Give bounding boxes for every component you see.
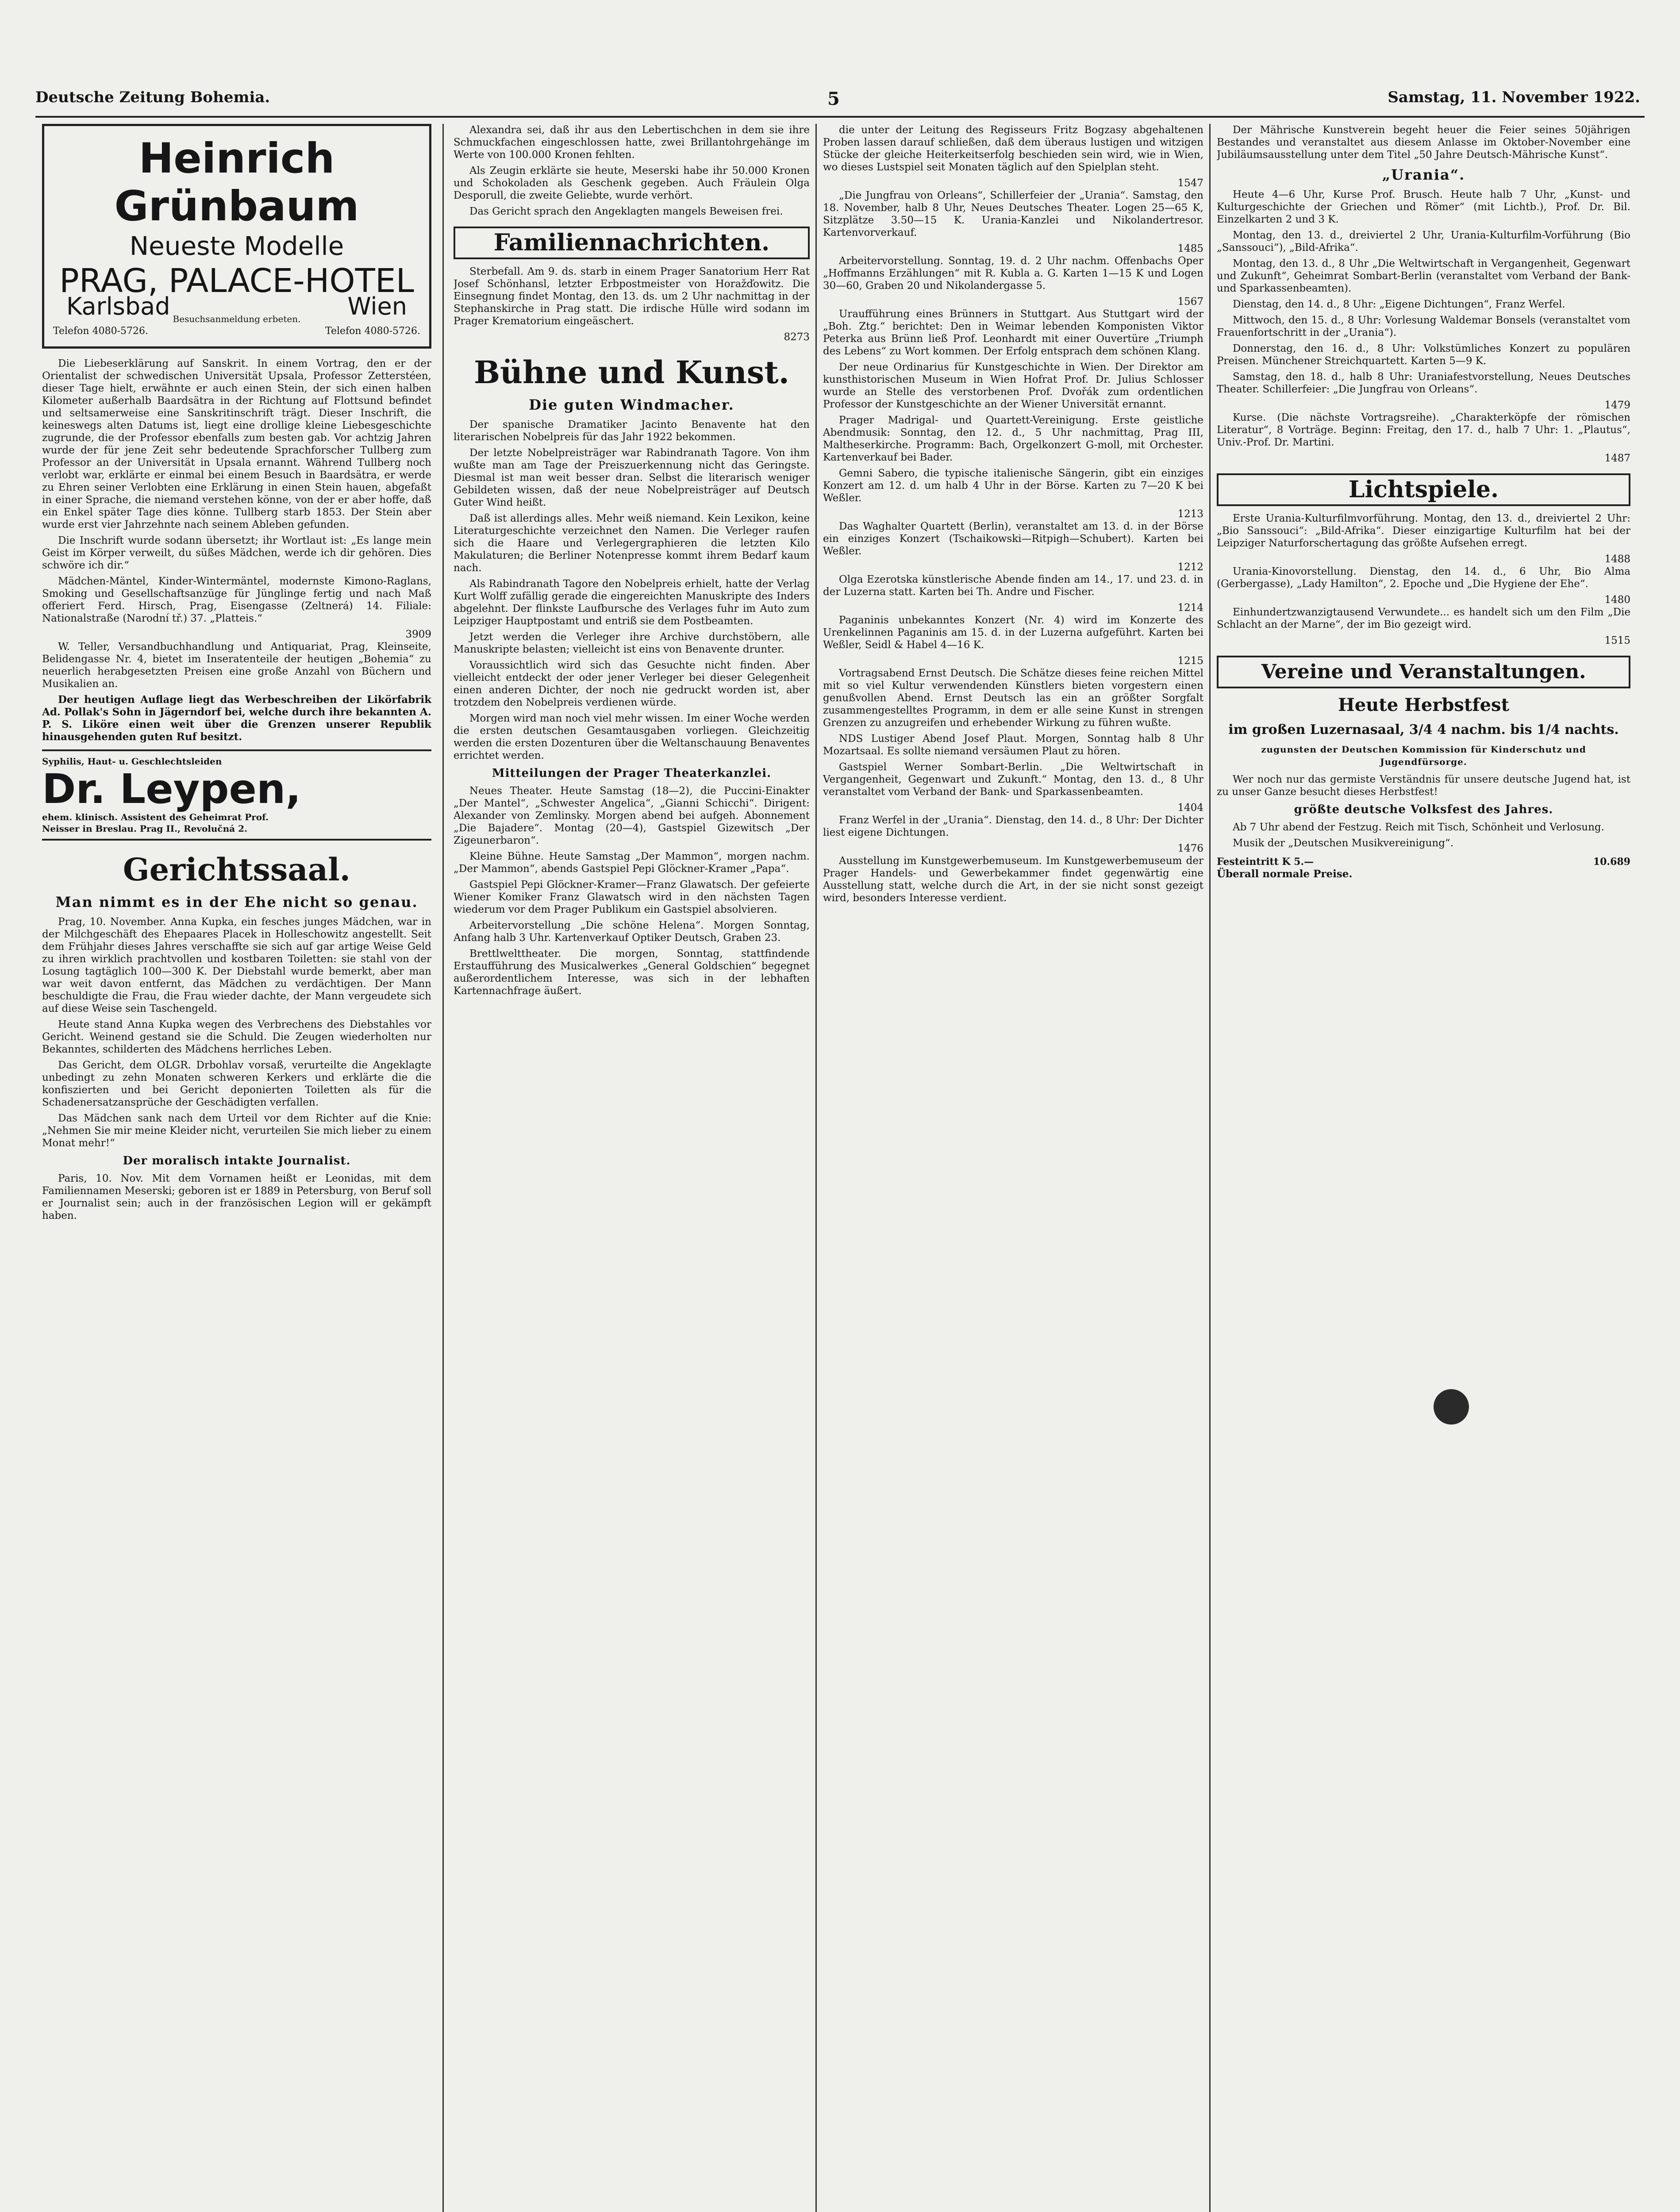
notice-number: 10.689	[1593, 856, 1630, 868]
advert-subtitle: Neueste Modelle	[129, 231, 344, 261]
article-text: „Die Jungfrau von Orleans“, Schillerfeier der „Urania“. Samstag, den 18. November, halb 8 Uhr, Neues Deutsches Theater. Logen 25—65 K, Sitzplätze 3.50—15 K. Urania-Kanzlei und Nikolandertresor. Kartenvorverkauf.	[823, 190, 1203, 238]
masthead	[22, 88, 1653, 115]
article-text: Das Mädchen sank nach dem Urteil vor dem Richter auf die Knie: „Nehmen Sie mir meine Kleider nicht, verurteilen Sie mich lieber zu einem Monat mehr!“	[42, 1113, 431, 1149]
article-text: Vortragsabend Ernst Deutsch. Die Schätze dieses feine reichen Mittel mit so viel Kultur verwendenden Künstlers bieten vorgestern einen genußvollen Abend. Ernst Deutsch las ein an größter Sorgfalt zusammengestelltes Programm, in dem er alle seine Kunst in strengen Grenzen zu anzugreifen und erhebender Wirkung zu führen wußte.	[823, 668, 1203, 729]
column-2	[454, 124, 810, 2212]
notice-number: 1547	[1177, 177, 1203, 189]
notice-number: 1480	[1604, 594, 1630, 606]
advert-hotel: PRAG, PALACE-HOTEL	[59, 262, 414, 300]
advert-city: Wien	[347, 292, 407, 320]
article-text: Neues Theater. Heute Samstag (18—2), die Puccini-Einakter „Der Mantel“, „Schwester Angelica“, „Gianni Schicchi“. Dirigent: Alexander von Zemlinsky. Morgen abend bei aufgeh. Abonnement „Die Bajadere“. Montag (20—4), Gastspiel Gizewitsch „Der Zigeunerbaron“.	[454, 785, 810, 846]
advert-note: Besuchsanmeldung erbeten.	[173, 314, 301, 324]
event-headline: Heute Herbstfest	[1338, 695, 1510, 715]
article-text: Der spanische Dramatiker Jacinto Benavente hat den literarischen Nobelpreis für das Jahr 1922 bekommen.	[454, 419, 810, 443]
article-text: Daß ist allerdings alles. Mehr weiß niemand. Kein Lexikon, keine Literaturgeschichte verzeichnet den Namen. Die Verleger raufen sich die Haare und Verlegergraphieren die letzten Kilo Makulaturen; die Berliner Notenpresse kommt ihrem Bedarf kaum nach.	[454, 513, 810, 574]
page-number: 5	[827, 88, 840, 109]
notice-number: 1485	[1177, 243, 1203, 254]
column-1	[42, 124, 431, 2212]
article-text: Der Mährische Kunstverein begeht heuer die Feier seines 50jährigen Bestandes und veranstaltet aus diesem Anlasse im Oktober-November eine Jubiläumsausstellung unter dem Titel „50 Jahre Deutsch-Mährische Kunst“.	[1217, 124, 1630, 161]
article-text: Einhundertzwanzigtausend Verwundete... es handelt sich um den Film „Die Schlacht an der Marne“, der im Bio gezeigt wird.	[1217, 607, 1630, 630]
article-text: Der neue Ordinarius für Kunstgeschichte in Wien. Der Direktor am kunsthistorischen Museum in Wien Hofrat Prof. Dr. Julius Schlosser wurde an Stelle des verstorbenen Prof. Dvořák zum ordentlichen Professor der Kunstgeschichte an der Wiener Universität ernannt.	[823, 361, 1203, 410]
article-text: Als Zeugin erklärte sie heute, Meserski habe ihr 50.000 Kronen und Schokoladen als Geschenk gegeben. Auch Fräulein Olga Desporull, die zweite Geliebte, wurde verhört.	[454, 165, 810, 201]
article-text: Brettlwelttheater. Die morgen, Sonntag, stattfindende Erstaufführung des Musicalwerkes „General Goldschien“ begegnet außerordentlichem Interesse, was sich in der lebhaften Kartennachfrage äußert.	[454, 948, 810, 997]
column-3	[823, 124, 1203, 2212]
admission-price: Festeintritt K 5.—	[1217, 856, 1314, 868]
notice-number: 1476	[1177, 843, 1203, 854]
event-note: zugunsten der Deutschen Kommission für Kinderschutz und Jugendfürsorge.	[1261, 744, 1586, 767]
article-text: Franz Werfel in der „Urania“. Dienstag, den 14. d., 8 Uhr: Der Dichter liest eigene Dichtungen.	[823, 814, 1203, 838]
article-heading: Mitteilungen der Prager Theaterkanzlei.	[492, 767, 772, 780]
price-note: Überall normale Preise.	[1217, 868, 1353, 880]
issue-date: Samstag, 11. November 1922.	[1388, 88, 1640, 106]
notice-number: 3909	[405, 629, 431, 640]
notice-number: 1488	[1604, 553, 1630, 565]
article-text: Das Waghalter Quartett (Berlin), veranstaltet am 13. d. in der Börse ein einziges Konzert (Tschaikowski—Ritpigh—Schubert). Karten bei Weßler.	[823, 521, 1203, 557]
advert-name: Dr. Leypen,	[42, 765, 301, 813]
notice-number: 1479	[1604, 399, 1630, 411]
article-text: die unter der Leitung des Regisseurs Fritz Bogzasy abgehaltenen Proben lassen darauf schließen, daß dem überaus lustigen und witzigen Stücke der gleiche Heiterkeitserfolg beschieden sein wird, wie in Wien, wo dieses Lustspiel seit Monaten täglich auf den Spielplan steht.	[823, 124, 1203, 173]
article-text: Alexandra sei, daß ihr aus den Lebertischchen in dem sie ihre Schmuckfachen eingeschlossen hatte, zwei Brillantohrgehänge im Werte von 100.000 Kronen fehlten.	[454, 124, 810, 161]
event-subheadline: im großen Luzernasaal, 3/4 4 nachm. bis 1/4 nachts.	[1228, 722, 1619, 737]
article-text: Morgen wird man noch viel mehr wissen. Im einer Woche werden die ersten deutschen Gesamtausgaben vorliegen. Gleichzeitig werden die ersten Dozenturen über die Weltanschauung Benaventes errichtet werden.	[454, 713, 810, 761]
notice-number: 1487	[1604, 453, 1630, 464]
section-heading: Lichtspiele.	[1217, 473, 1630, 506]
article-text: Paganinis unbekanntes Konzert (Nr. 4) wird im Konzerte des Urenkelinnen Paganinis am 15. d. in der Luzerna aufgeführt. Karten bei Weßler, Seidl & Habel 4—16 K.	[823, 614, 1203, 651]
article-text: NDS Lustiger Abend Josef Plaut. Morgen, Sonntag halb 8 Uhr Mozartsaal. Es sollte niemand versäumen Plaut zu hören.	[823, 733, 1203, 757]
article-text: Dienstag, den 14. d., 8 Uhr: „Eigene Dichtungen“, Franz Werfel.	[1233, 299, 1565, 310]
section-heading: Gerichtssaal.	[123, 851, 351, 888]
article-text: Heute stand Anna Kupka wegen des Verbrechens des Diebstahles vor Gericht. Weinend gestand sie die Schuld. Die Zeugen wiederholten nur Bekanntes, schilderten des Mädchens herrliches Leben.	[42, 1019, 431, 1055]
article-text: Olga Ezerotska künstlerische Abende finden am 14., 17. und 23. d. in der Luzerna statt. Karten bei Th. Andre und Fischer.	[823, 574, 1203, 598]
column-4	[1217, 124, 1630, 2212]
article-text: Gastspiel Werner Sombart-Berlin. „Die Weltwirtschaft in Vergangenheit, Gegenwart und Zukunft.“ Montag, den 13. d., 8 Uhr veranstaltet vom Verband der Bank- und Sparkassenbeamten.	[823, 761, 1203, 798]
article-text: Arbeitervorstellung „Die schöne Helena“. Morgen Sonntag, Anfang halb 3 Uhr. Kartenverkauf Optiker Deutsch, Graben 23.	[454, 920, 810, 944]
advert-phone: Telefon 4080-5726.	[325, 326, 420, 337]
notice-number: 1515	[1604, 635, 1630, 646]
article-text: Erste Urania-Kulturfilmvorführung. Montag, den 13. d., dreiviertel 2 Uhr: „Bio Sanssouci“: „Bild-Afrika“. Dieser einzigartige Kulturfilm hat bei der Leipziger Naturforschertagung das größte Aufsehen erregt.	[1217, 513, 1630, 549]
article-heading: Der moralisch intakte Journalist.	[123, 1154, 351, 1167]
notice-number: 1215	[1177, 655, 1203, 667]
advert-city: Karlsbad	[66, 292, 170, 320]
article-text: Wer noch nur das germiste Verständnis für unsere deutsche Jugend hat, ist zu unser Ganze besucht dieses Herbstfest!	[1217, 774, 1630, 798]
article-text: Montag, den 13. d., 8 Uhr „Die Weltwirtschaft in Vergangenheit, Gegenwart und Zukunft“, Geheimrat Sombart-Berlin (veranstaltet vom Verband der Bank- und Sparkassenbeamten).	[1217, 258, 1630, 294]
paper-name: Deutsche Zeitung Bohemia.	[35, 88, 270, 106]
column-rule	[1209, 124, 1211, 2212]
article-text: Arbeitervorstellung. Sonntag, 19. d. 2 Uhr nachm. Offenbachs Oper „Hoffmanns Erzählungen“ mit R. Kubla a. G. Karten 1—15 K und Logen 30—60, Graben 20 und Nikolandergasse 5.	[823, 255, 1203, 292]
notice-number: 1214	[1177, 602, 1203, 614]
article-text: Kurse. (Die nächste Vortragsreihe). „Charakterköpfe der römischen Literatur“, 8 Vorträge. Beginn: Freitag, den 17. d., halb 7 Uhr: 1. „Plautus“, Univ.-Prof. Dr. Martini.	[1217, 412, 1630, 448]
ink-blot	[1434, 1389, 1469, 1425]
article-text: Mittwoch, den 15. d., 8 Uhr: Vorlesung Waldemar Bonsels (veranstaltet vom Frauenfortschritt in der „Urania“).	[1217, 315, 1630, 338]
article-text: Das Gericht, dem OLGR. Drbohlav vorsaß, verurteilte die Angeklagte unbedingt zu zehn Monaten schweren Kerkers und erklärte die die konfiszierten und bei Gericht deponierten Toiletten als für die Schadenersatzansprüche der Geschädigten verfallen.	[42, 1060, 431, 1108]
article-text: Heute 4—6 Uhr, Kurse Prof. Brusch. Heute halb 7 Uhr, „Kunst- und Kulturgeschichte der Griechen und Römer“ (mit Lichtb.), Prof. Dr. Bil. Einzelkarten 2 und 3 K.	[1217, 189, 1630, 225]
article-text: Samstag, den 18. d., halb 8 Uhr: Uraniafestvorstellung, Neues Deutsches Theater. Schillerfeier: „Die Jungfrau von Orleans“.	[1217, 371, 1630, 395]
article-text: Urania-Kinovorstellung. Dienstag, den 14. d., 6 Uhr, Bio Alma (Gerbergasse), „Lady Hamilton“, 2. Epoche und „Die Hygiene der Ehe“.	[1217, 566, 1630, 590]
article-heading: Die guten Windmacher.	[529, 396, 734, 413]
advert-topline: Syphilis, Haut- u. Geschlechtsleiden	[42, 756, 222, 767]
advert-phones	[53, 325, 420, 338]
notice-number: 1567	[1177, 296, 1203, 307]
article-text: Sterbefall. Am 9. ds. starb in einem Prager Sanatorium Herr Rat Josef Schönhansl, letzter Erbpostmeister von Horažďowitz. Die Einsegnung findet Montag, den 13. ds. um 2 Uhr nachmittag in der Stephanskirche in Prag statt. Die irdische Hülle wird sodann im Prager Krematorium eingeäschert.	[454, 266, 810, 327]
section-heading: Familiennachrichten.	[454, 227, 810, 259]
notice-number: 1404	[1177, 802, 1203, 814]
event-footer	[1217, 856, 1630, 868]
article-heading: Man nimmt es in der Ehe nicht so genau.	[55, 894, 418, 910]
article-text: Die Liebeserklärung auf Sanskrit. In einem Vortrag, den er der Orientalist der schwedischen Universität Upsala, Professor Zetterstéen, dieser Tage hielt, erwähnte er auch einen Stein, der sich einen halben Kilometer außerhalb Baardsätra in der Richtung auf Flottsund befindet und seltsamerweise eine Sanskritinschrift trägt. Dieser Inschrift, die keineswegs alten Datums ist, liegt eine drollige kleine Liebesgeschichte zugrunde, die der Professor ebenfalls zum besten gab. Vor achtzig Jahren wurde der für jene Zeit sehr bedeutende Sprachforscher Tullberg zum Professor an der Universität in Upsala ernannt. Während Tullberg noch verlobt war, erklärte er einmal bei einem Besuch in Baardsätra, er werde zu Ehren seiner Verlobten eine Erklärung in einen Stein hauen, abgefaßt in einer Sprache, die niemand verstehen könne, von der er aber hoffe, daß ein Enkel später Tage dies könne. Tullberg starb 1853. Der Stein aber wurde erst vier Jahrzehnte nach seinem Ableben gefunden.	[42, 358, 431, 530]
advert-phone: Telefon 4080-5726.	[53, 326, 148, 337]
article-text: Prager Madrigal- und Quartett-Vereinigung. Erste geistliche Abendmusik: Sonntag, den 12. d., 5 Uhr nachmittag, Prag III, Maltheserkirche. Programm: Bach, Orgelkonzert G-moll, mit Orchester. Kartenverkauf bei Bader.	[823, 415, 1203, 463]
article-text: Ab 7 Uhr abend der Festzug. Reich mit Tisch, Schönheit und Verlosung.	[1233, 822, 1604, 833]
article-text: Gemni Sabero, die typische italienische Sängerin, gibt ein einziges Konzert am 12. d. um halb 4 Uhr in der Börse. Karten zu 7—20 K bei Weßler.	[823, 468, 1203, 504]
advert-leypen	[42, 749, 431, 841]
article-text: Die Inschrift wurde sodann übersetzt; ihr Wortlaut ist: „Es lange mein Geist im Körper verweilt, du süßes Mädchen, werde ich dir gehören. Dies schwöre ich dir.“	[42, 535, 431, 571]
article-text: Der heutigen Auflage liegt das Werbeschreiben der Likörfabrik Ad. Pollak's Sohn in Jägerndorf bei, welche durch ihre bekannten A. P. S. Liköre einen weit über die Grenzen unserer Republik hinausgehenden guten Ruf besitzt.	[42, 694, 431, 743]
article-text: Gastspiel Pepi Glöckner-Kramer—Franz Glawatsch. Der gefeierte Wiener Komiker Franz Glawatsch wird in den nächsten Tagen wiederum vor dem Prager Publikum ein Gastspiel absolvieren.	[454, 879, 810, 915]
article-text: Der letzte Nobelpreisträger war Rabindranath Tagore. Von ihm wußte man am Tage der Preiszuerkennung nicht das Geringste. Diesmal ist man weit besser dran. Selbst die literarisch weniger Gebildeten wissen, daß der neue Nobelpreisträger auf Deutsch Guter Wind heißt.	[454, 447, 810, 508]
column-rule	[442, 124, 444, 2212]
section-heading: Bühne und Kunst.	[473, 354, 790, 391]
notice-number: 1213	[1177, 508, 1203, 520]
article-text: Jetzt werden die Verleger ihre Archive durchstöbern, alle Manuskripte belasten; vielleicht ist eins von Benavente drunter.	[454, 631, 810, 655]
advert-name: Heinrich Grünbaum	[114, 134, 359, 230]
article-text: Ausstellung im Kunstgewerbemuseum. Im Kunstgewerbemuseum der Prager Handels- und Gewerbekammer findet gegenwärtig eine Ausstellung statt, welche durch die Art, in der sie nicht sonst gezeigt wird, besonders Interesse verdient.	[823, 855, 1203, 904]
article-text: W. Teller, Versandbuchhandlung und Antiquariat, Prag, Kleinseite, Belidengasse Nr. 4, bietet im Inseratenteile der heutigen „Bohemia“ zu neuerlich herabgesetzten Preisen eine große Anzahl von Büchern und Musikalien an.	[42, 641, 431, 690]
article-text: Kleine Bühne. Heute Samstag „Der Mammon“, morgen nachm. „Der Mammon“, abends Gastspiel Pepi Glöckner-Kramer „Papa“.	[454, 851, 810, 875]
article-text: Mädchen-Mäntel, Kinder-Wintermäntel, modernste Kimono-Raglans, Smoking und Gesellschaftsanzüge für Jünglinge fertig und nach Maß offeriert Ferd. Hirsch, Prag, Eisengasse (Zeltnerá) 14. Filiale: Nationalstraße (Narodní tř.) 37. „Platteis.“	[42, 576, 431, 624]
notice-number: 8273	[784, 331, 810, 343]
masthead-rule	[35, 116, 1645, 118]
article-text: Uraufführung eines Brünners in Stuttgart. Aus Stuttgart wird der „Boh. Ztg.“ berichtet: Den in Weimar lebenden Komponisten Viktor Peterka aus Brünn ließ Prof. Leonhardt mit einer Ouvertüre „Triumph des Lebens“ zu Wort kommen. Der Erfolg entsprach dem schönen Klang.	[823, 308, 1203, 357]
article-text: Das Gericht sprach den Angeklagten mangels Beweisen frei.	[469, 206, 783, 217]
advert-line: ehem. klinisch. Assistent des Geheimrat Prof.	[42, 812, 269, 822]
section-heading: Vereine und Veranstaltungen.	[1217, 656, 1630, 688]
notice-number: 1212	[1177, 561, 1203, 573]
article-text: Voraussichtlich wird sich das Gesuchte nicht finden. Aber vielleicht entdeckt der oder jener Verleger bei dieser Gelegenheit einen anderen Dichter, der noch nie gedruckt worden ist, aber trotzdem den Nobelpreis verdienen würde.	[454, 660, 810, 708]
article-text: Musik der „Deutschen Musikvereinigung“.	[1233, 837, 1454, 849]
article-heading: größte deutsche Volksfest des Jahres.	[1294, 803, 1553, 816]
article-text: Als Rabindranath Tagore den Nobelpreis erhielt, hatte der Verlag Kurt Wolff zufällig gerade die eingereichten Manuskripte des Inders abgelehnt. Der flinkste Laufbursche des Verlages fuhr im Auto zum Leipziger Hauptpostamt und entriß sie dem Postbeamten.	[454, 578, 810, 627]
section-heading: „Urania“.	[1382, 166, 1465, 183]
article-text: Donnerstag, den 16. d., 8 Uhr: Volkstümliches Konzert zu populären Preisen. Münchener Streichquartett. Karten 5—9 K.	[1217, 343, 1630, 367]
article-text: Paris, 10. Nov. Mit dem Vornamen heißt er Leonidas, mit dem Familiennamen Meserski; geboren ist er 1889 in Petersburg, von Beruf soll er Journalist sein; auch in der französischen Legion will er gekämpft haben.	[42, 1173, 431, 1221]
article-text: Prag, 10. November. Anna Kupka, ein fesches junges Mädchen, war in der Milchgeschäft des Ehepaares Placek in Holleschowitz angestellt. Seit dem Frühjahr dieses Jahres verschaffte sie sich auf gar artige Weise Geld zu ihren wirklich prachtvollen und kostbaren Toiletten: sie stahl von der Losung tagtäglich 100—300 K. Der Diebstahl wurde bemerkt, aber man war weit davon entfernt, das Mädchen zu verdächtigen. Der Mann beschuldigte die Frau, die Frau wieder dachte, der Mann vergeudete sich auf diese Weise sein Taschengeld.	[42, 916, 431, 1014]
column-rule	[815, 124, 817, 2212]
advert-gruenbaum	[42, 124, 431, 349]
article-text: Montag, den 13. d., dreiviertel 2 Uhr, Urania-Kulturfilm-Vorführung (Bio „Sanssouci“), „Bild-Afrika“.	[1217, 230, 1630, 253]
advert-line: Neisser in Breslau. Prag II., Revolučná 2.	[42, 823, 247, 834]
